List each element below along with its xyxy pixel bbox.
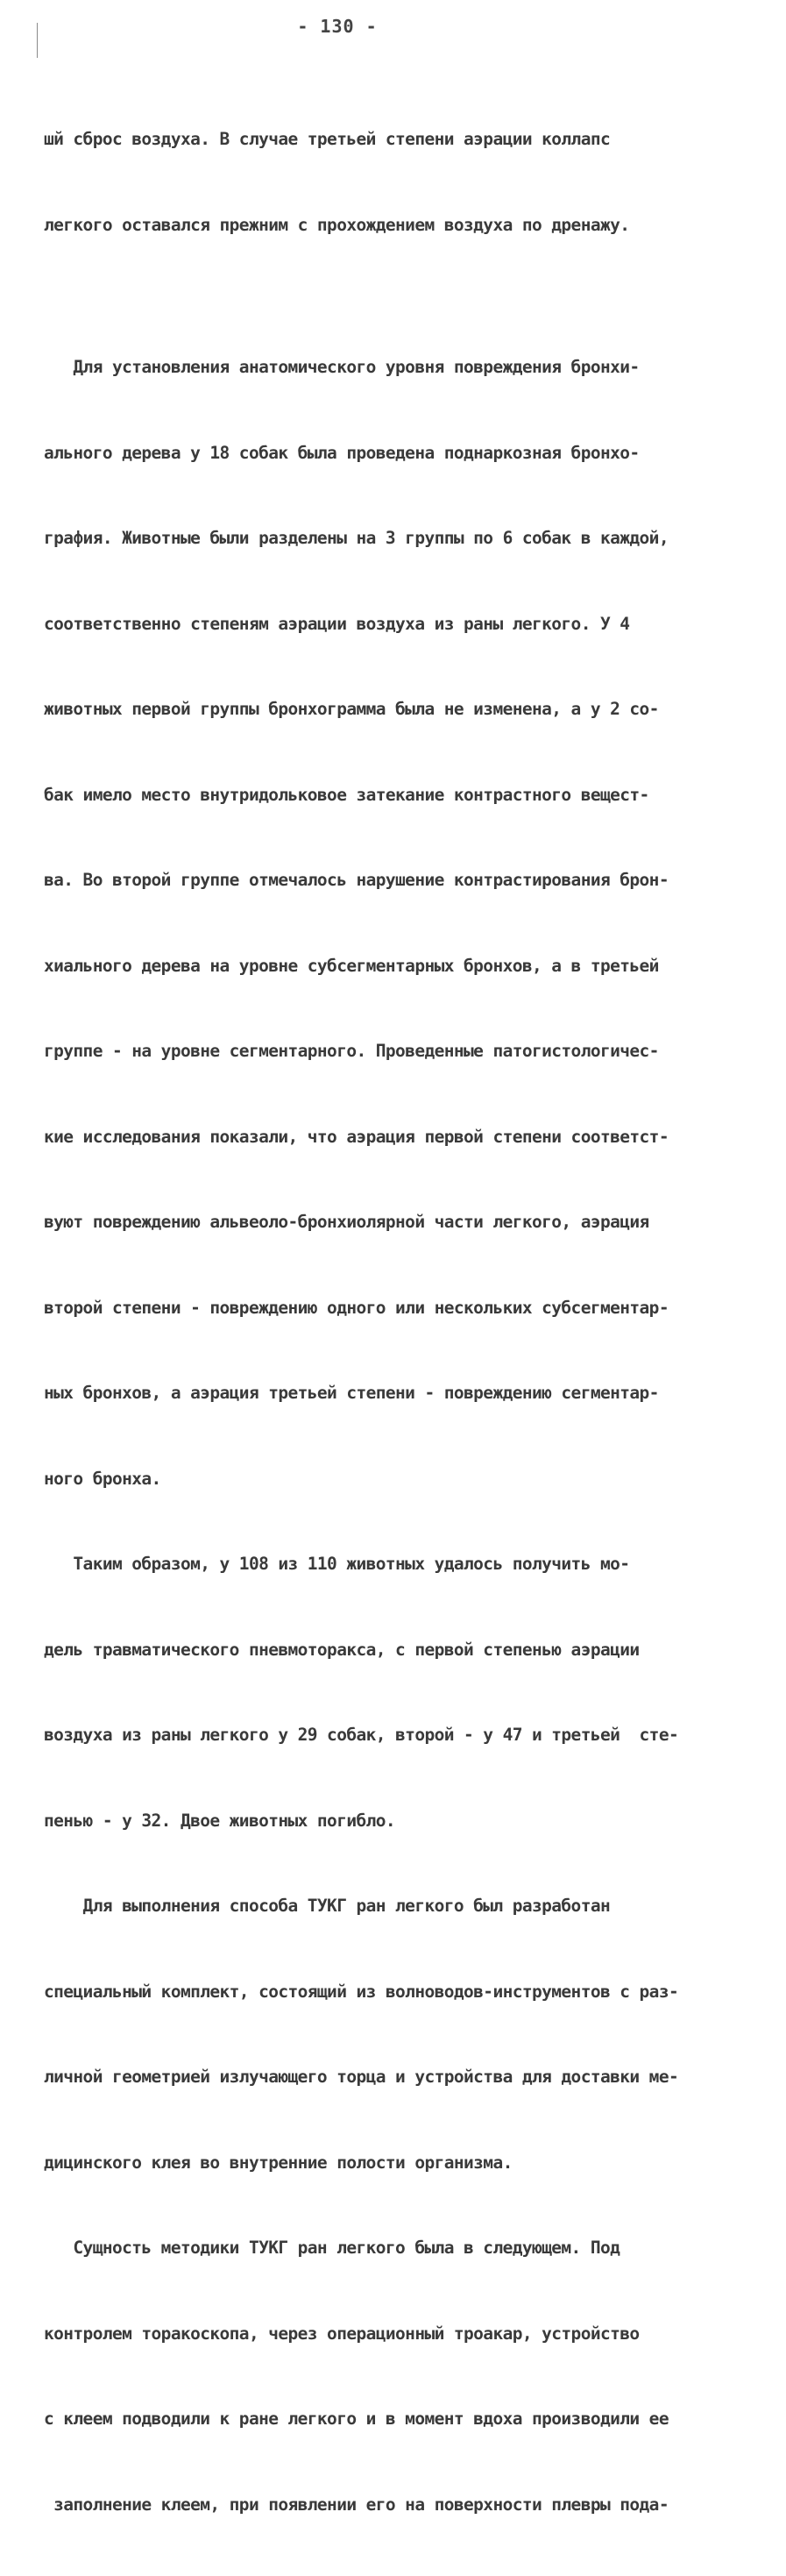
text-line: личной геометрией излучающего торца и устройства для доставки ме- [44,2067,679,2087]
text-line: вуют повреждению альвеоло-бронхиолярной части легкого, аэрация [44,1212,649,1232]
text-line: ных бронхов, а аэрация третьей степени - повреждению сегментар- [44,1383,659,1403]
text-line: пенью - у 32. Двое животных погибло. [44,1810,396,1831]
text-line: воздуха из раны легкого у 29 собак, второй - у 47 и третьей сте- [44,1725,679,1745]
text-line: дель травматического пневмоторакса, с первой степенью аэрации [44,1639,640,1660]
page-number: - 130 - [297,16,378,37]
text-line: графия. Животные были разделены на 3 группы по 6 собак в каждой, [44,528,669,548]
text-line: шй сброс воздуха. В случае третьей степени аэрации коллапс [44,129,611,149]
text-line: ного бронха. [44,1468,161,1489]
text-line: хиального дерева на уровне субсегментарных бронхов, а в третьей [44,955,659,976]
text-line: с клеем подводили к ране легкого и в момент вдоха производили ее [44,2409,669,2429]
text-line: Сущность методики ТУКГ ран легкого была в следующем. Под [44,2238,620,2258]
text-line: контролем торакоскопа, через операционный троакар, устройство [44,2323,640,2344]
text-line: специальный комплект, состоящий из волноводов-инструментов с раз- [44,1981,679,2002]
text-line: животных первой группы бронхограмма была не изменена, а у 2 со- [44,699,659,719]
text-line: группе - на уровне сегментарного. Проведенные патогистологичес- [44,1041,659,1061]
text-line: заполнение клеем, при появлении его на поверхности плевры пода- [44,2494,669,2515]
text-line: второй степени - повреждению одного или нескольких субсегментар- [44,1297,669,1318]
text-line: кие исследования показали, что аэрация первой степени соответст- [44,1126,669,1147]
text-line: ва. Во второй группе отмечалось нарушение контрастирования брон- [44,870,669,890]
text-line: легкого оставался прежним с прохождением воздуха по дренажу. [44,214,630,235]
text-line: соответственно степеням аэрации воздуха из раны легкого. У 4 [44,613,630,634]
text-line: Для установления анатомического уровня повреждения бронхи- [44,357,640,377]
text-line: Таким образом, у 108 из 110 животных удалось получить мо- [44,1554,630,1574]
text-line: ального дерева у 18 собак была проведена поднаркозная бронхо- [44,442,640,463]
text-line: бак имело место внутридольковое затекание контрастного вещест- [44,784,649,805]
text-line: Для выполнения способа ТУКГ ран легкого был разработан [44,1896,611,1916]
body-text [44,68,745,2576]
text-line: дицинского клея во внутренние полости организма. [44,2152,513,2173]
